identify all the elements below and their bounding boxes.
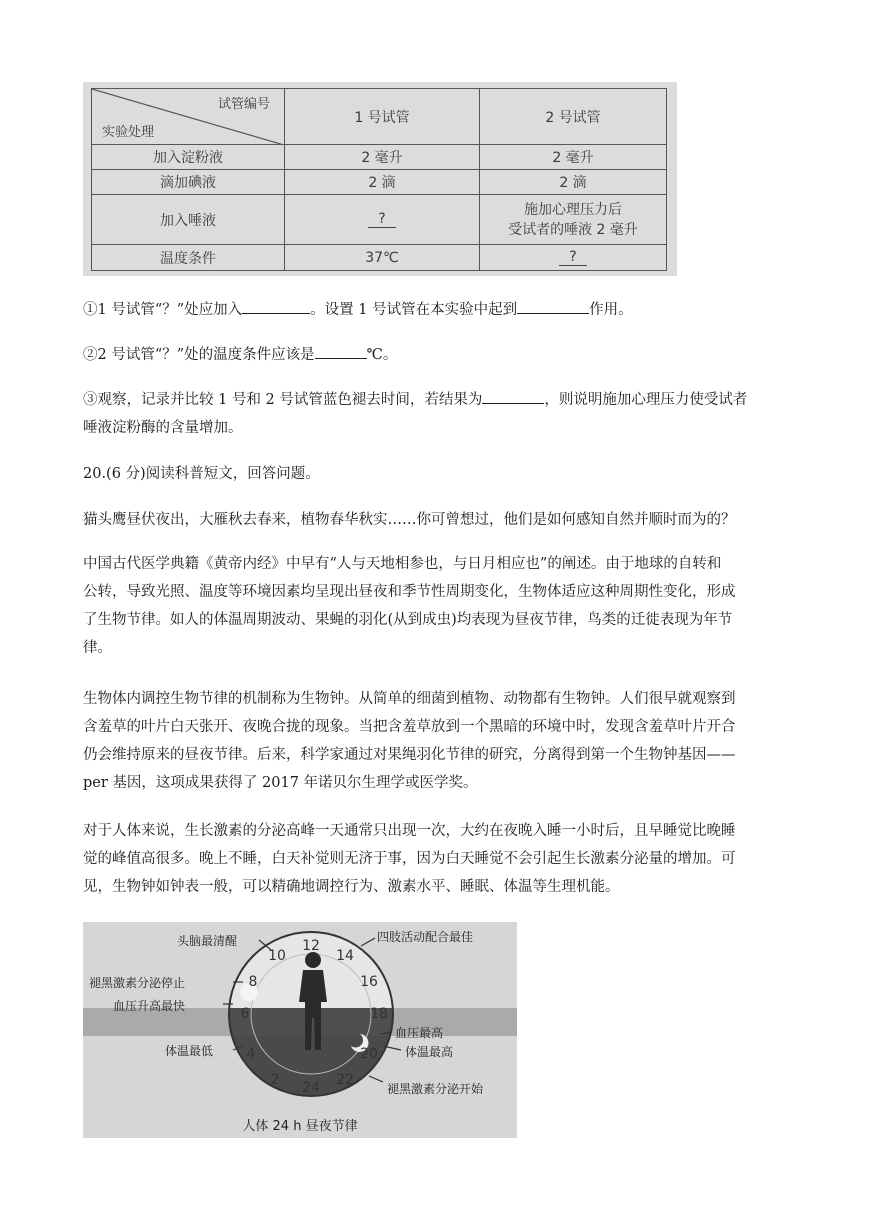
q1-text-c: 作用。 (589, 302, 633, 318)
answer-blank[interactable] (517, 299, 589, 314)
cell-tube-2: 2 毫升 (480, 145, 667, 170)
q3-text-a: ③观察，记录并比较 1 号和 2 号试管蓝色褪去时间，若结果为 (83, 392, 483, 408)
hour-label: 4 (246, 1046, 256, 1062)
header-treatment: 实验处理 (102, 125, 155, 140)
circadian-clock-figure (83, 922, 517, 1138)
clock-drawing (83, 922, 517, 1138)
q2-text-b: ℃。 (366, 347, 398, 363)
experiment-table-photo (83, 82, 677, 276)
text-line: 含羞草的叶片白天张开、夜晚合拢的现象。当把含羞草放到一个黑暗的环境中时，发现含羞草叶片开合 (83, 719, 736, 735)
label-melatonin-start: 褪黑激素分泌开始 (387, 1082, 484, 1096)
cell-tube-2: 2 滴 (480, 170, 667, 195)
hour-label: 2 (270, 1072, 280, 1088)
q2-text-a: ②2 号试管“？”处的温度条件应该是 (83, 347, 315, 363)
answer-blank[interactable] (315, 344, 367, 359)
table-row (92, 245, 667, 271)
cell-tube-1: 2 毫升 (285, 145, 480, 170)
q3-text-b: ，则说明施加心理压力使受试者 (544, 392, 748, 408)
hour-label: 18 (370, 1006, 388, 1022)
cell-tube-2 (480, 245, 667, 271)
text-line: 仍会维持原来的昼夜节律。后来，科学家通过对果绳羽化节律的研究，分离得到第一个生物钟基因—— (83, 747, 736, 763)
text-line: 生物体内调控生物节律的机制称为生物钟。从简单的细菌到植物、动物都有生物钟。人们很早就观察到 (83, 691, 736, 707)
hour-label: 24 (302, 1080, 320, 1096)
text-line: 了生物节律。如人的体温周期波动、果蝇的羽化(从到成虫)均表现为昼夜节律，鸟类的迁徙表现为年节 (83, 612, 733, 628)
label-mind-clear: 头脑最清醒 (177, 934, 238, 948)
figure-caption: 人体 24 h 昼夜节律 (242, 1119, 358, 1134)
text-line: 见，生物钟如钟表一般，可以精确地调控行为、激素水平、睡眠、体温等生理机能。 (83, 879, 620, 895)
table-row (92, 145, 667, 170)
cell-tube-2 (480, 195, 667, 245)
row-label: 加入唾液 (92, 195, 285, 245)
q1-text-b: 。设置 1 号试管在本实验中起到 (310, 302, 518, 318)
text-line: 公转，导致光照、温度等环境因素均呈现出昼夜和季节性周期变化，生物体适应这种周期性变化，形成 (83, 584, 736, 600)
table-corner-cell (92, 89, 285, 145)
q3-text-c: 唾液淀粉酶的含量增加。 (83, 420, 243, 436)
paragraph-4 (83, 817, 788, 901)
label-limb-coordination: 四肢活动配合最佳 (377, 930, 474, 944)
text-line: 觉的峰值高很多。晚上不睡，白天补觉则无济于事，因为白天睡觉不会引起生长激素分泌量的增加。可 (83, 851, 736, 867)
cell-tube-1 (285, 195, 480, 245)
text-line: 中国古代医学典籍《黄帝内经》中早有“人与天地相参也，与日月相应也”的阐述。由于地球的自转和 (83, 556, 722, 572)
answer-blank[interactable] (242, 299, 310, 314)
q1-text-a: ①1 号试管“？”处应加入 (83, 302, 243, 318)
hour-label: 6 (240, 1006, 250, 1022)
label-bp-rise: 血压升高最快 (113, 999, 186, 1013)
hour-label: 14 (336, 948, 354, 964)
label-temp-highest: 体温最高 (405, 1045, 454, 1059)
text-line: 律。 (83, 640, 112, 656)
header-tube-number: 试管编号 (217, 97, 270, 112)
header-tube-2: 2 号试管 (480, 89, 667, 145)
answer-blank[interactable] (482, 389, 544, 404)
hour-label: 12 (302, 938, 320, 954)
label-bp-highest: 血压最高 (395, 1026, 444, 1040)
question-1 (83, 296, 788, 324)
row-label: 温度条件 (92, 245, 285, 271)
experiment-table (91, 88, 667, 271)
label-temp-lowest: 体温最低 (165, 1044, 214, 1058)
paragraph-2 (83, 550, 788, 662)
header-tube-1: 1 号试管 (285, 89, 480, 145)
question-20-heading: 20.(6 分)阅读科普短文，回答问题。 (83, 466, 320, 482)
question-2 (83, 341, 788, 369)
paragraph-1: 猫头鹰昼伏夜出，大雁秋去春来，植物春华秋实……你可曾想过，他们是如何感知自然并顺时而为的？ (83, 512, 736, 528)
hour-label: 20 (360, 1046, 378, 1062)
label-melatonin-stop: 褪黑激素分泌停止 (89, 976, 186, 990)
cell-tube-1: 2 滴 (285, 170, 480, 195)
hour-label: 10 (268, 948, 286, 964)
text-line: per 基因，这项成果获得了 2017 年诺贝尔生理学或医学奖。 (83, 775, 478, 791)
question-mark-blank: ? (368, 211, 395, 228)
question-mark-blank: ? (559, 249, 586, 266)
hour-label: 22 (336, 1072, 354, 1088)
text-line: 对于人体来说，生长激素的分泌高峰一天通常只出现一次，大约在夜晚入睡一小时后，且早睡觉比晚睡 (83, 823, 736, 839)
paragraph-3 (83, 685, 788, 797)
cell-line: 施加心理压力后 (524, 201, 622, 218)
table-row (92, 170, 667, 195)
cell-tube-1: 37℃ (285, 245, 480, 271)
hour-label: 16 (360, 974, 378, 990)
row-label: 加入淀粉液 (92, 145, 285, 170)
row-label: 滴加碘液 (92, 170, 285, 195)
question-3 (83, 386, 788, 442)
table-row (92, 195, 667, 245)
hour-label: 8 (248, 974, 258, 990)
cell-line: 受试者的唾液 2 毫升 (508, 221, 638, 238)
